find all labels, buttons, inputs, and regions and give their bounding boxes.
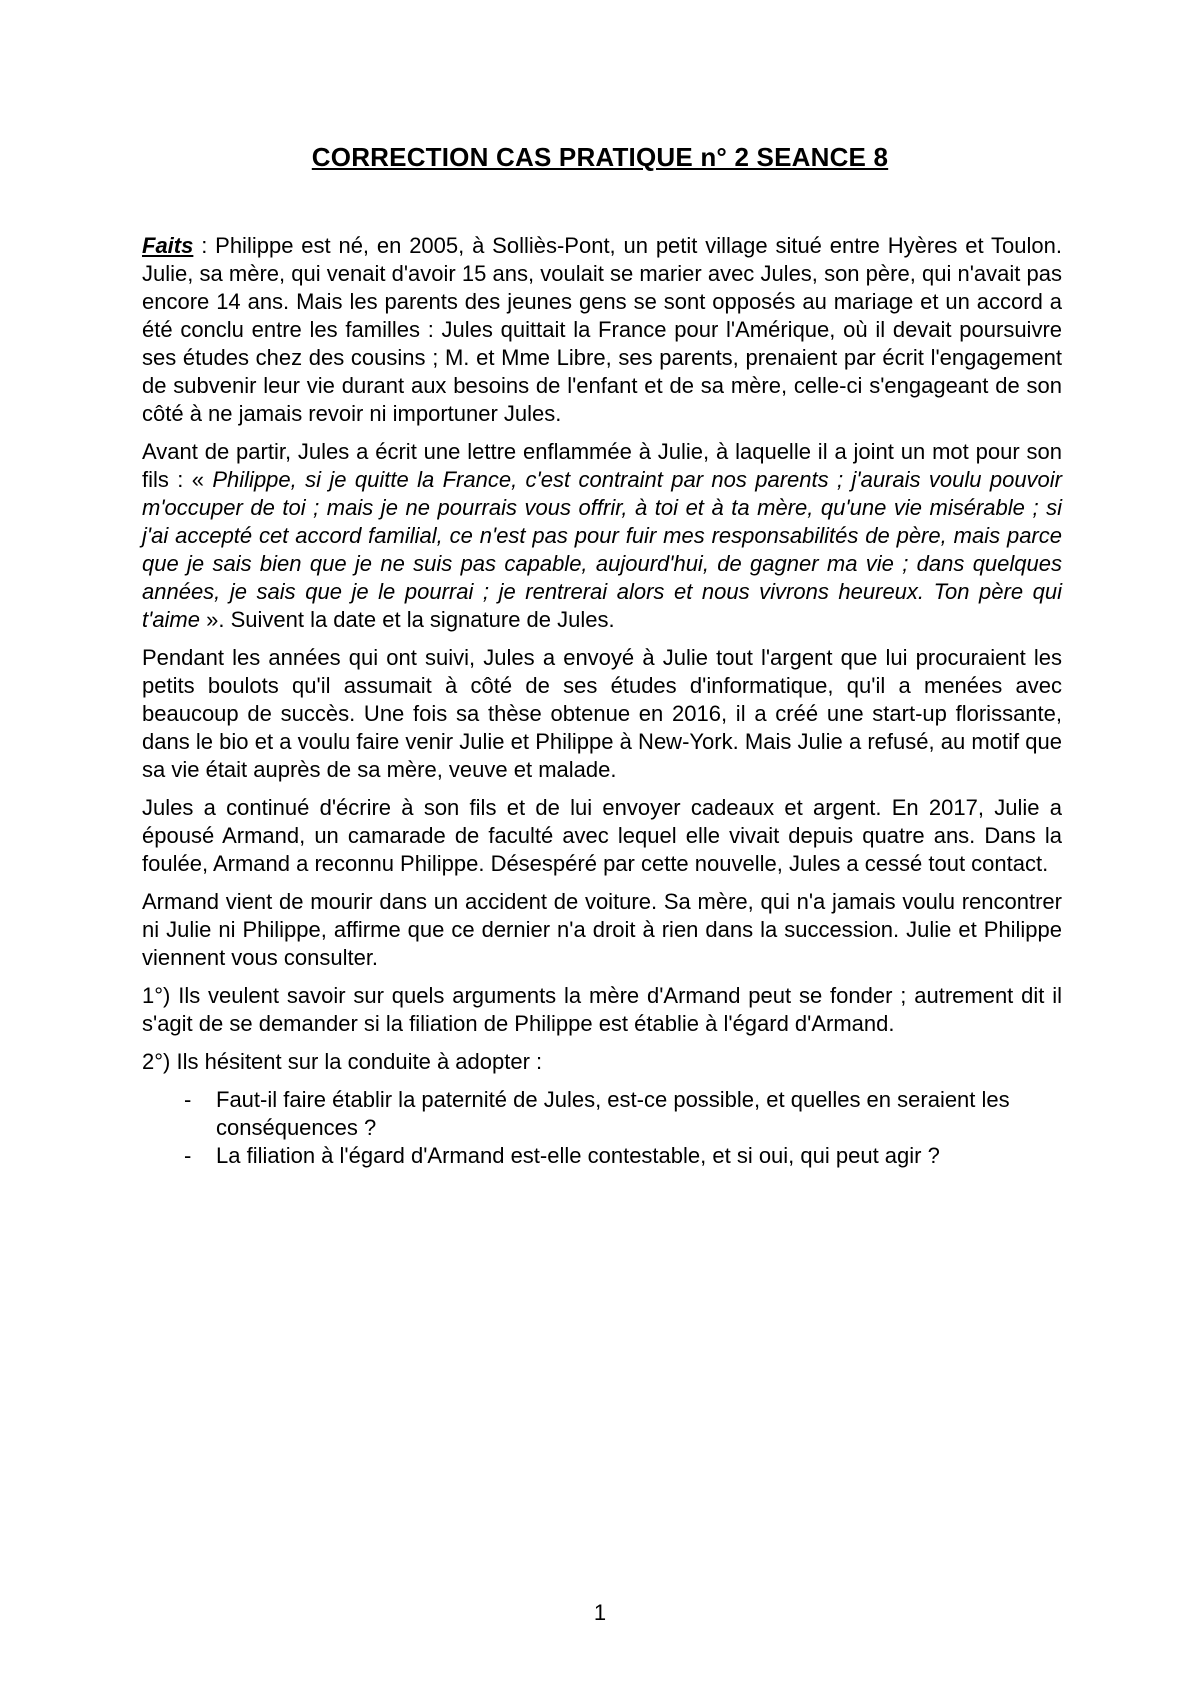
list-item-text: La filiation à l'égard d'Armand est-elle contestable, et si oui, qui peut agir ? bbox=[216, 1143, 940, 1168]
letter-paragraph bbox=[142, 438, 1062, 634]
paragraph-marriage: Jules a continué d'écrire à son fils et de lui envoyer cadeaux et argent. En 2017, Julie a épousé Armand, un camarade de faculté avec lequel elle vivait depuis quatre ans. Dans la foulée, Armand a reconnu Philippe. Désespéré par cette nouvelle, Jules a cessé tout contact. bbox=[142, 795, 1062, 876]
letter-intro: Avant de partir, Jules a écrit une lettre enflammée à Julie, à laquelle il a joint un mot pour son fils : « bbox=[142, 439, 1062, 492]
question-1: 1°) Ils veulent savoir sur quels arguments la mère d'Armand peut se fonder ; autrement dit il s'agit de se demander si la filiation de Philippe est établie à l'égard d'Armand. bbox=[142, 983, 1062, 1036]
list-item bbox=[142, 1086, 1062, 1142]
document-body bbox=[142, 232, 1062, 1170]
letter-outro: ». Suivent la date et la signature de Jules. bbox=[200, 607, 615, 632]
paragraph-years-after: Pendant les années qui ont suivi, Jules a envoyé à Julie tout l'argent que lui procuraient les petits boulots qu'il assumait à côté de ses études d'informatique, qu'il a menées avec beaucoup de succès. Une fois sa thèse obtenue en 2016, il a créé une start-up florissante, dans le bio et a voulu faire venir Julie et Philippe à New-York. Mais Julie a refusé, au motif que sa vie était auprès de sa mère, veuve et malade. bbox=[142, 645, 1062, 782]
bullet-dash: - bbox=[184, 1087, 192, 1112]
document-title: CORRECTION CAS PRATIQUE n° 2 SEANCE 8 bbox=[311, 142, 889, 172]
facts-paragraph bbox=[142, 232, 1062, 428]
paragraph-accident: Armand vient de mourir dans un accident de voiture. Sa mère, qui n'a jamais voulu rencontrer ni Julie ni Philippe, affirme que ce dernier n'a droit à rien dans la succession. Julie et Philippe viennent vous consulter. bbox=[142, 889, 1062, 970]
list-item bbox=[142, 1142, 1062, 1170]
letter-quote: Philippe, si je quitte la France, c'est contraint par nos parents ; j'aurais voulu pouvoir m'occuper de toi ; mais je ne pourrais vous offrir, à toi et à ta mère, qu'une vie misérable ; si j'ai accepté cet accord familial, ce n'est pas pour fuir mes responsabilités de père, mais parce que je sais bien que je ne suis pas capable, aujourd'hui, de gagner ma vie ; dans quelques années, je sais que je le pourrai ; je rentrerai alors et nous vivrons heureux. Ton père qui t'aime bbox=[142, 467, 1062, 632]
list-item-text: Faut-il faire établir la paternité de Jules, est-ce possible, et quelles en seraient les conséquences ? bbox=[216, 1087, 1010, 1140]
page-number: 1 bbox=[593, 1600, 607, 1625]
question-2-list bbox=[142, 1086, 1062, 1170]
facts-label: Faits bbox=[142, 233, 194, 258]
bullet-dash: - bbox=[184, 1143, 192, 1168]
question-2: 2°) Ils hésitent sur la conduite à adopter : bbox=[142, 1049, 543, 1074]
facts-text: : Philippe est né, en 2005, à Solliès-Pont, un petit village situé entre Hyères et Toulon. Julie, sa mère, qui venait d'avoir 15 ans, voulait se marier avec Jules, son père, qui n'avait pas encore 14 ans. Mais les parents des jeunes gens se sont opposés au mariage et un accord a été conclu entre les familles : Jules quittait la France pour l'Amérique, où il devait poursuivre ses études chez des cousins ; M. et Mme Libre, ses parents, prenaient par écrit l'engagement de subvenir leur vie durant aux besoins de l'enfant et de sa mère, celle-ci s'engageant de son côté à ne jamais revoir ni importuner Jules. bbox=[142, 233, 1062, 426]
